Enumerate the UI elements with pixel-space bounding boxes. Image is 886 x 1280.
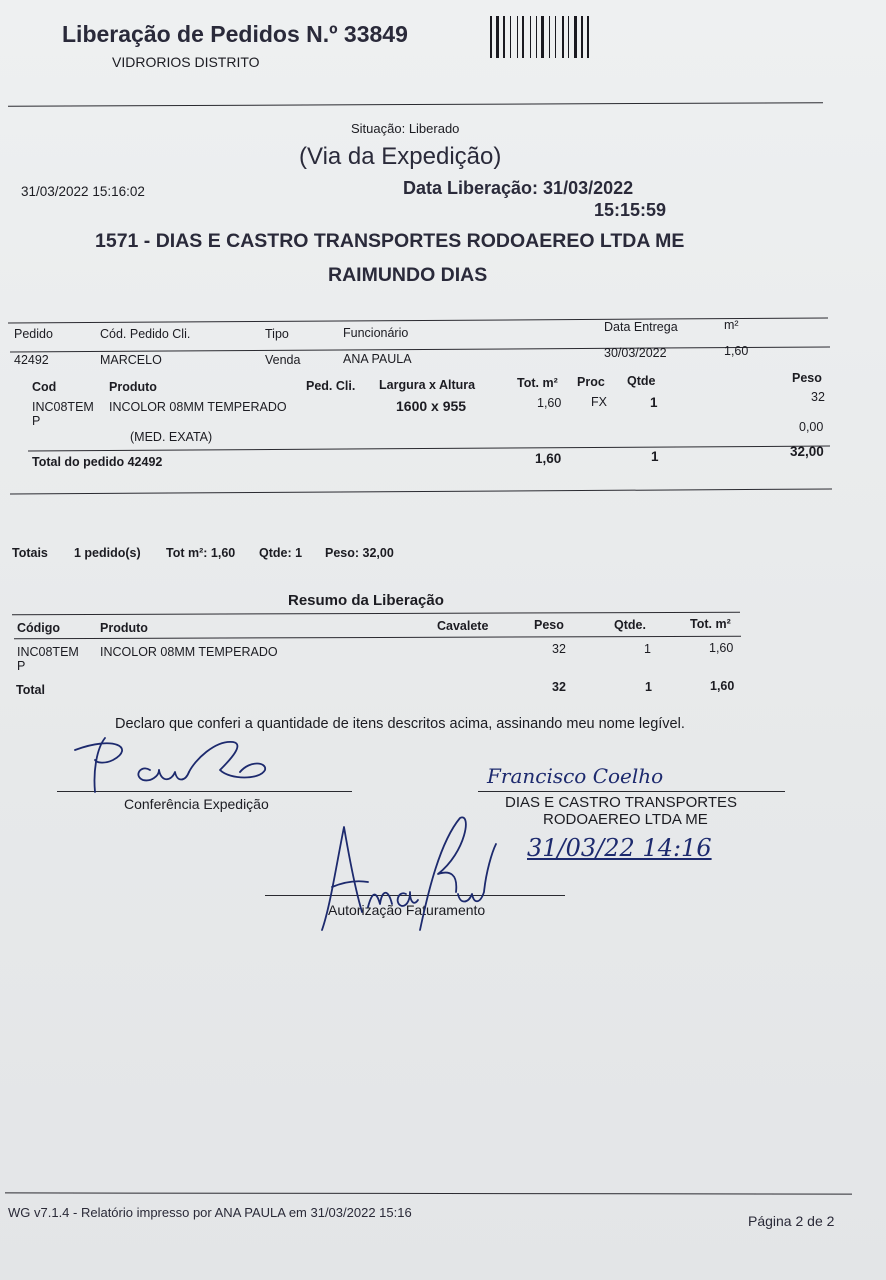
item-header-cod: Cod bbox=[32, 380, 57, 394]
summary-tot-m2: 1,60 bbox=[709, 641, 734, 655]
item-qtde: 1 bbox=[650, 395, 658, 410]
order-total-m2: 1,60 bbox=[535, 451, 562, 466]
barcode-bar bbox=[517, 16, 518, 58]
item-cod-line2: P bbox=[32, 414, 41, 428]
client-name: 1571 - DIAS E CASTRO TRANSPORTES RODOAEREO LTDA ME bbox=[95, 230, 685, 252]
barcode-bar bbox=[549, 16, 550, 58]
order-header-border bbox=[10, 346, 830, 352]
barcode-bar bbox=[581, 16, 583, 58]
summary-produto: INCOLOR 08MM TEMPERADO bbox=[100, 645, 278, 659]
summary-cod-line2: P bbox=[17, 659, 26, 673]
item-header-largura-altura: Largura x Altura bbox=[379, 378, 476, 392]
autorizacao-signature bbox=[310, 812, 510, 937]
barcode-bar bbox=[490, 16, 492, 58]
barcode-bar bbox=[541, 16, 544, 58]
order-top-border bbox=[8, 317, 828, 323]
order-m2: 1,60 bbox=[724, 344, 749, 358]
order-total-label: Total do pedido 42492 bbox=[32, 455, 163, 469]
footer-page: Página 2 de 2 bbox=[748, 1213, 835, 1229]
order-pedido: 42492 bbox=[14, 353, 49, 367]
order-total-qtde: 1 bbox=[651, 449, 659, 464]
barcode-bar bbox=[510, 16, 511, 58]
summary-header-produto: Produto bbox=[100, 621, 148, 635]
summary-header-border bbox=[14, 636, 741, 640]
footer-divider bbox=[5, 1192, 852, 1194]
barcode-bar bbox=[503, 16, 505, 58]
order-total-peso: 32,00 bbox=[790, 444, 824, 459]
summary-cod-line1: INC08TEM bbox=[17, 645, 79, 659]
col-header-data-entrega: Data Entrega bbox=[604, 320, 678, 334]
print-datetime: 31/03/2022 15:16:02 bbox=[21, 184, 145, 199]
item-cod-line1: INC08TEM bbox=[32, 400, 94, 414]
col-header-tipo: Tipo bbox=[265, 327, 289, 341]
summary-header-tot-m2: Tot. m² bbox=[690, 617, 731, 631]
barcode bbox=[490, 16, 632, 58]
conferencia-signature bbox=[55, 730, 285, 800]
totals-peso: Peso: 32,00 bbox=[325, 546, 394, 560]
totals-label: Totais bbox=[12, 546, 48, 560]
barcode-bar bbox=[555, 16, 556, 58]
item-header-produto: Produto bbox=[109, 380, 157, 394]
barcode-bar bbox=[536, 16, 537, 58]
handwritten-name: Francisco Coelho bbox=[487, 764, 664, 788]
summary-total-tot-m2: 1,60 bbox=[710, 679, 735, 693]
item-produto: INCOLOR 08MM TEMPERADO bbox=[109, 400, 287, 414]
item-header-tot-m2: Tot. m² bbox=[517, 376, 558, 390]
barcode-bar bbox=[568, 16, 569, 58]
transport-signature-line bbox=[478, 791, 785, 792]
item-extra-value: 0,00 bbox=[799, 420, 824, 434]
company-name: VIDRORIOS DISTRITO bbox=[112, 54, 260, 70]
item-proc: FX bbox=[591, 395, 607, 409]
order-data-entrega: 30/03/2022 bbox=[604, 346, 667, 360]
autorizacao-label: Autorização Faturamento bbox=[328, 902, 486, 918]
col-header-pedido: Pedido bbox=[14, 327, 53, 341]
item-header-peso: Peso bbox=[792, 371, 822, 385]
summary-header-cavalete: Cavalete bbox=[437, 619, 489, 633]
order-cod-cli: MARCELO bbox=[100, 353, 162, 367]
col-header-m2: m² bbox=[724, 318, 739, 332]
barcode-bar bbox=[587, 16, 589, 58]
summary-total-label: Total bbox=[16, 683, 45, 697]
order-tipo: Venda bbox=[265, 353, 301, 367]
order-total-border bbox=[28, 446, 830, 452]
summary-header-qtde: Qtde. bbox=[614, 618, 646, 632]
liberation-date: Data Liberação: 31/03/2022 bbox=[403, 178, 634, 198]
summary-header-codigo: Código bbox=[17, 621, 61, 635]
header-divider bbox=[8, 102, 823, 107]
declaration-text: Declaro que conferi a quantidade de itens descritos acima, assinando meu nome legível. bbox=[115, 716, 685, 732]
summary-title: Resumo da Liberação bbox=[288, 592, 444, 609]
item-note: (MED. EXATA) bbox=[130, 430, 213, 444]
summary-qtde: 1 bbox=[644, 642, 651, 656]
item-dimensions: 1600 x 955 bbox=[396, 398, 467, 414]
item-tot-m2: 1,60 bbox=[537, 396, 562, 410]
summary-peso: 32 bbox=[552, 642, 566, 656]
client-contact: RAIMUNDO DIAS bbox=[328, 264, 488, 286]
conferencia-label: Conferência Expedição bbox=[124, 796, 269, 812]
totals-pedidos: 1 pedido(s) bbox=[74, 546, 141, 560]
col-header-cod-cli: Cód. Pedido Cli. bbox=[100, 327, 191, 341]
item-header-qtde: Qtde bbox=[627, 374, 656, 388]
handwritten-datetime: 31/03/22 14:16 bbox=[527, 834, 712, 862]
transport-name-line1: DIAS E CASTRO TRANSPORTES bbox=[505, 794, 737, 811]
col-header-funcionario: Funcionário bbox=[343, 326, 409, 340]
totals-tot-m2: Tot m²: 1,60 bbox=[166, 546, 236, 560]
summary-total-peso: 32 bbox=[552, 680, 566, 694]
barcode-bar bbox=[522, 16, 524, 58]
barcode-bar bbox=[530, 16, 531, 58]
footer-report: WG v7.1.4 - Relatório impresso por ANA PAULA em 31/03/2022 15:16 bbox=[8, 1205, 412, 1220]
summary-header-peso: Peso bbox=[534, 618, 564, 632]
summary-total-qtde: 1 bbox=[645, 680, 652, 694]
barcode-bar bbox=[562, 16, 564, 58]
barcode-bar bbox=[574, 16, 577, 58]
totals-qtde: Qtde: 1 bbox=[259, 546, 303, 560]
summary-top-border bbox=[12, 612, 740, 616]
order-funcionario: ANA PAULA bbox=[343, 352, 412, 366]
document-title: Liberação de Pedidos N.º 33849 bbox=[62, 21, 408, 47]
liberation-time: 15:15:59 bbox=[594, 200, 667, 220]
order-bottom-border bbox=[10, 488, 832, 494]
via-label: (Via da Expedição) bbox=[299, 143, 502, 170]
item-header-proc: Proc bbox=[577, 375, 605, 389]
status-text: Situação: Liberado bbox=[351, 121, 460, 136]
item-peso: 32 bbox=[811, 390, 825, 404]
transport-name-line2: RODOAEREO LTDA ME bbox=[543, 811, 708, 828]
item-header-ped-cli: Ped. Cli. bbox=[306, 379, 356, 393]
barcode-bar bbox=[496, 16, 499, 58]
